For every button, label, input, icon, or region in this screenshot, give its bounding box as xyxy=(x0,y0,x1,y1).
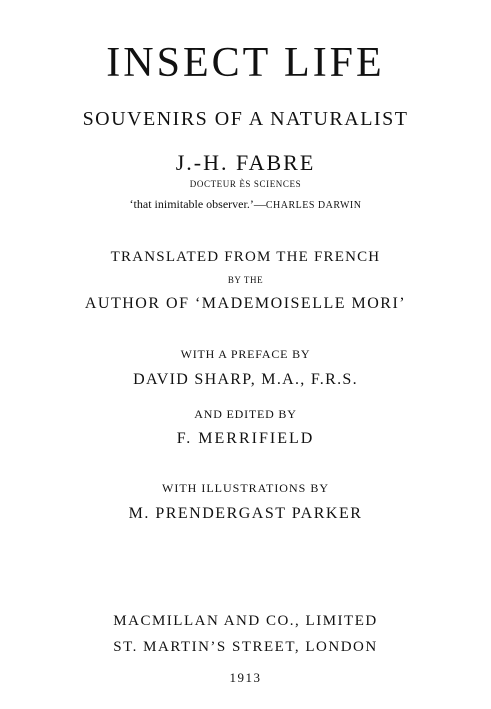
epigraph-quote: ‘that inimitable observer.’— xyxy=(129,197,266,211)
translator-credit: AUTHOR OF ‘MADEMOISELLE MORI’ xyxy=(84,295,407,312)
illustrator-name: M. PRENDERGAST PARKER xyxy=(128,505,363,522)
epigraph xyxy=(0,198,491,211)
illustrations-intro: WITH ILLUSTRATIONS BY xyxy=(162,481,329,495)
preface-intro: WITH A PREFACE BY xyxy=(180,347,311,361)
translation-by: BY THE xyxy=(227,275,264,285)
editor-intro: AND EDITED BY xyxy=(194,407,297,421)
epigraph-attribution: CHARLES DARWIN xyxy=(265,200,362,211)
publisher-address: ST. MARTIN’S STREET, LONDON xyxy=(113,639,378,655)
book-title: INSECT LIFE xyxy=(106,40,385,86)
translation-intro: TRANSLATED FROM THE FRENCH xyxy=(110,249,381,265)
publisher: MACMILLAN AND CO., LIMITED xyxy=(113,613,378,629)
book-subtitle: SOUVENIRS OF A NATURALIST xyxy=(82,108,409,130)
author-name: J.-H. FABRE xyxy=(175,150,316,175)
preface-author: DAVID SHARP, M.A., F.R.S. xyxy=(133,371,358,388)
publication-year: 1913 xyxy=(229,670,262,685)
author-degree: DOCTEUR ÈS SCIENCES xyxy=(189,179,302,189)
editor-name: F. MERRIFIELD xyxy=(176,430,315,447)
